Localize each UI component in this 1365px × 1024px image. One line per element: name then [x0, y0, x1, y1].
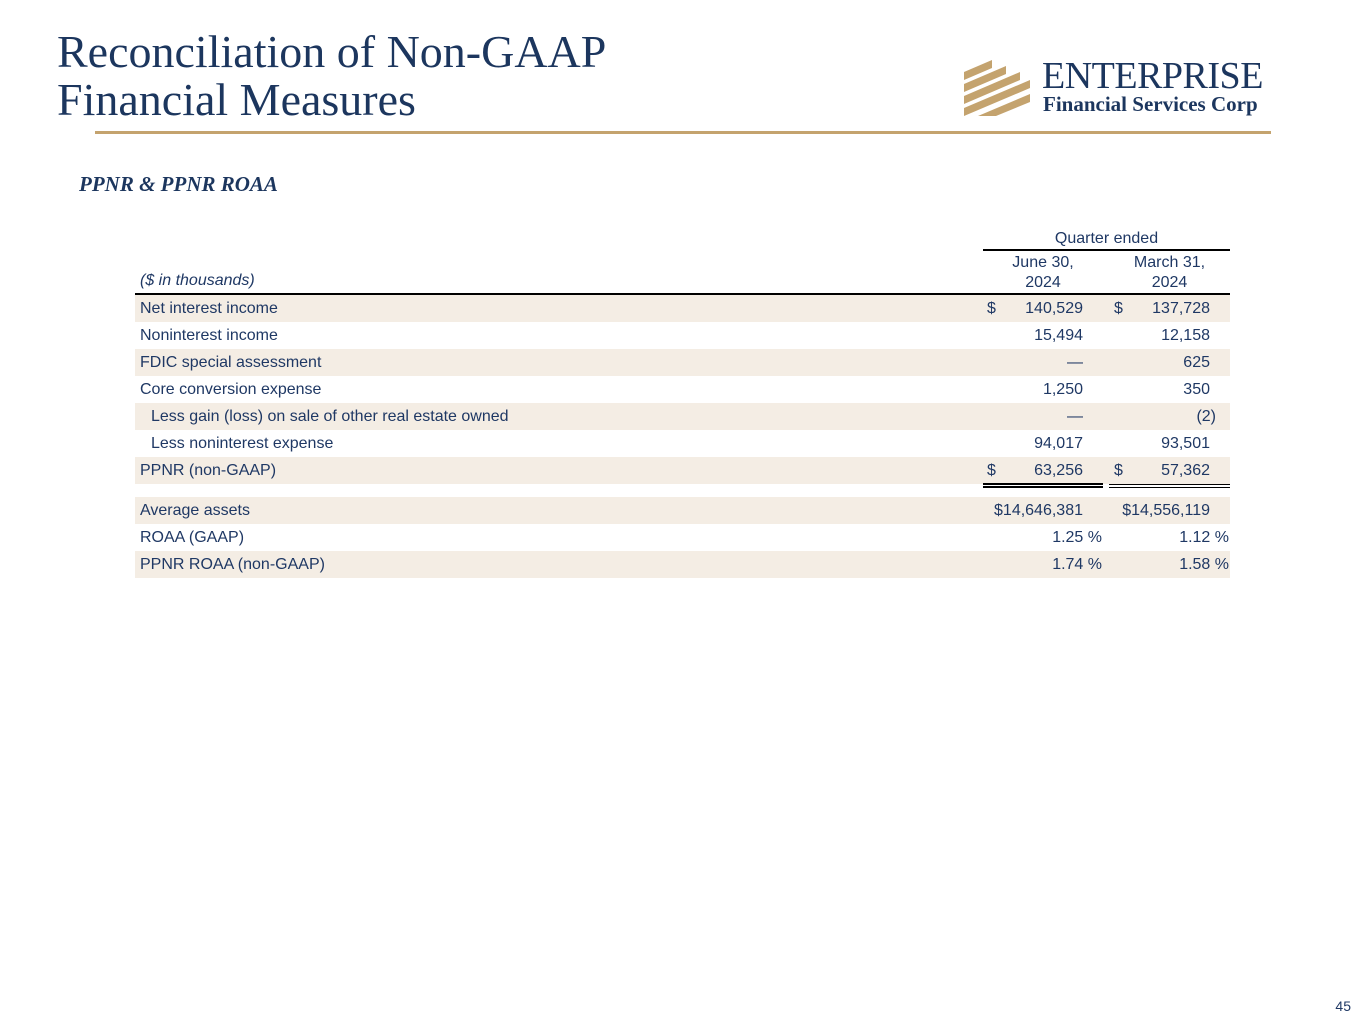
column-header-march [1109, 253, 1230, 293]
table-row [135, 376, 1230, 403]
value-june: 140,529 [1025, 300, 1083, 317]
row-label: FDIC special assessment [140, 354, 322, 371]
column-header-march-line2: 2024 [1151, 274, 1188, 291]
row-label: Average assets [140, 502, 250, 519]
value-june: 1.25 % [1052, 529, 1102, 546]
double-underline [1109, 487, 1230, 488]
value-june: 15,494 [1034, 327, 1083, 344]
currency-symbol: $ [1114, 300, 1123, 317]
value-march: (2) [1196, 408, 1216, 425]
value-march: 625 [1183, 354, 1210, 371]
column-header-june-line1: June 30, [1012, 254, 1074, 271]
column-header-march-line1: March 31, [1133, 254, 1206, 271]
enterprise-logo-mark-icon [962, 58, 1034, 122]
value-june: 1,250 [1042, 381, 1083, 398]
column-header-june [983, 253, 1103, 293]
page-title-line1: Reconciliation of Non-GAAP [57, 26, 607, 77]
logo-subtitle: Financial Services Corp [1043, 92, 1258, 116]
value-march: 137,728 [1152, 300, 1210, 317]
page-title [57, 28, 606, 124]
table-row [135, 524, 1230, 551]
quarter-ended-header: Quarter ended [1054, 230, 1159, 247]
table-row [135, 295, 1230, 322]
value-june: 63,256 [1034, 462, 1083, 479]
value-june: 94,017 [1034, 435, 1083, 452]
value-march: 1.12 % [1179, 529, 1229, 546]
page-number: 45 [1335, 998, 1351, 1014]
double-underline [983, 486, 1103, 488]
currency-symbol: $ [1114, 462, 1123, 479]
units-label: ($ in thousands) [140, 272, 255, 289]
value-march: 12,158 [1161, 327, 1210, 344]
row-label: Less gain (loss) on sale of other real estate owned [151, 408, 509, 425]
value-june: 1.74 % [1052, 556, 1102, 573]
value-june: — [1067, 408, 1083, 425]
currency-symbol: $ [987, 462, 996, 479]
table-row [135, 497, 1230, 524]
table-row [135, 430, 1230, 457]
row-label: ROAA (GAAP) [140, 529, 245, 546]
table-row [135, 403, 1230, 430]
section-title: PPNR & PPNR ROAA [79, 172, 278, 196]
value-march: 57,362 [1161, 462, 1210, 479]
table-header [135, 228, 1230, 295]
row-label: Less noninterest expense [151, 435, 334, 452]
row-label: Core conversion expense [140, 381, 322, 398]
reconciliation-table [135, 228, 1230, 578]
value-june: — [1067, 354, 1083, 371]
table-row [135, 322, 1230, 349]
value-march: 350 [1183, 381, 1210, 398]
header-rule [983, 249, 1230, 251]
row-label: Net interest income [140, 300, 278, 317]
table-row [135, 349, 1230, 376]
row-label: PPNR (non-GAAP) [140, 462, 277, 479]
value-march: 93,501 [1161, 435, 1210, 452]
column-header-june-line2: 2024 [1025, 274, 1061, 291]
title-divider [95, 131, 1271, 134]
logo-name: ENTERPRISE [1042, 55, 1263, 97]
company-logo [962, 56, 1274, 122]
currency-symbol: $ [987, 300, 996, 317]
value-june: $14,646,381 [994, 502, 1083, 519]
table-row [135, 457, 1230, 484]
row-label: PPNR ROAA (non-GAAP) [140, 556, 325, 573]
page-title-line2: Financial Measures [57, 74, 416, 125]
table-row [135, 551, 1230, 578]
value-march: 1.58 % [1179, 556, 1229, 573]
value-march: $14,556,119 [1122, 502, 1210, 519]
row-label: Noninterest income [140, 327, 278, 344]
